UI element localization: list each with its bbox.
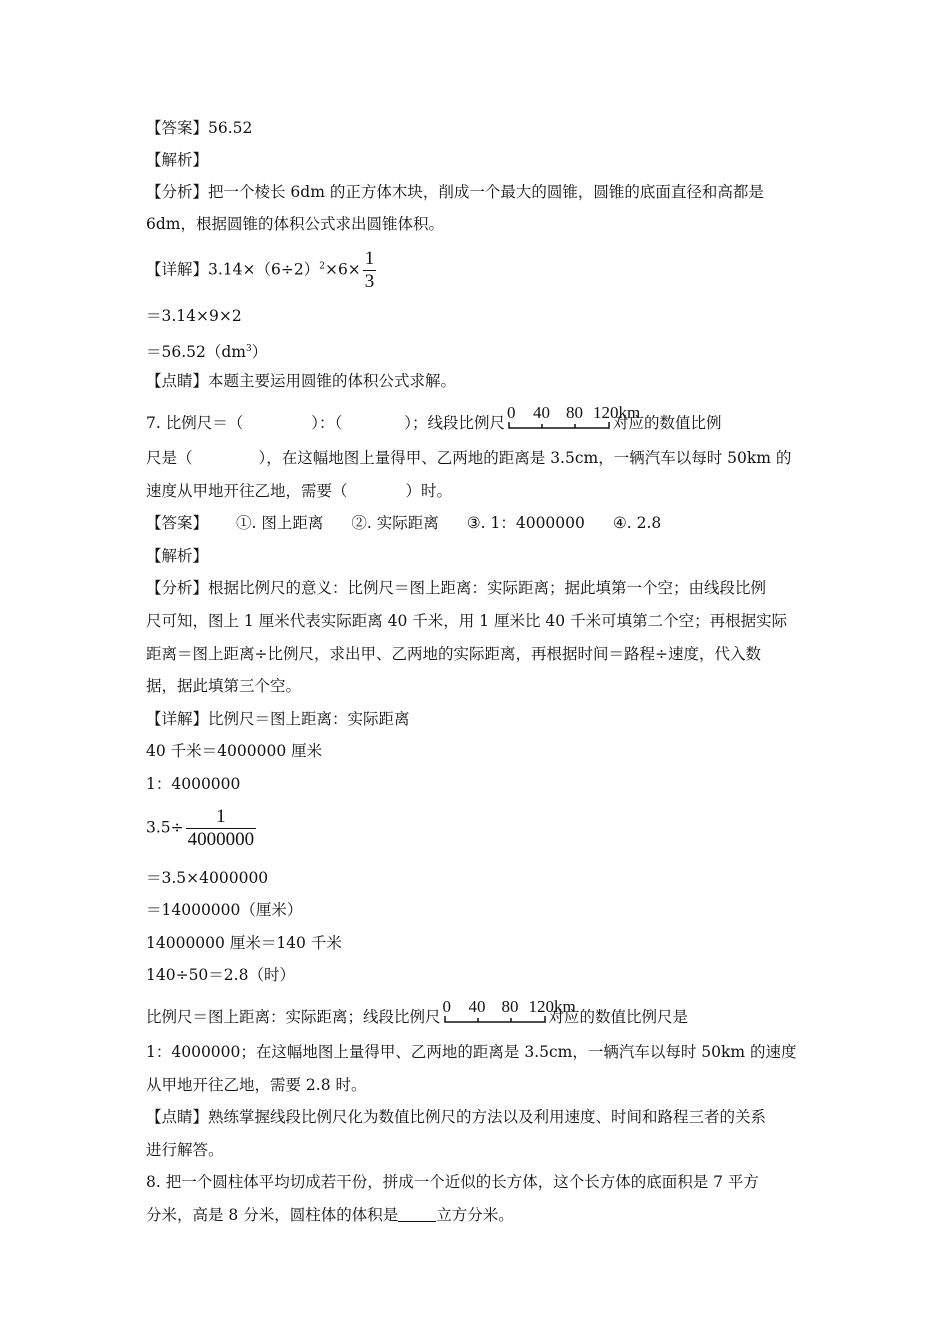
q7-answer-label: 【答案】 bbox=[146, 514, 209, 532]
q7-q3b: ）时。 bbox=[405, 482, 453, 500]
q7-q1c: ）；线段比例尺 bbox=[404, 414, 505, 432]
q6-answer: 【答案】56.52 bbox=[146, 119, 253, 137]
q7-step2: 1：4000000 bbox=[146, 775, 241, 793]
q8-line2-b: 立方分米。 bbox=[436, 1206, 514, 1224]
q6-step1: ＝3.14×9×2 bbox=[146, 307, 242, 325]
scale-label: 0 bbox=[507, 403, 516, 422]
q7-fraction-numerator: 1 bbox=[216, 806, 226, 827]
scale-label: 40 bbox=[533, 403, 550, 422]
q7-answer-item: ①. 图上距离 bbox=[236, 514, 324, 532]
q7-answer bbox=[146, 513, 661, 533]
q7-step5: ＝14000000（厘米） bbox=[146, 901, 303, 919]
q6-xiangjie bbox=[146, 248, 378, 293]
q7-answer-item: ③. 1：4000000 bbox=[466, 514, 585, 532]
q6-analysis-heading: 【解析】 bbox=[146, 151, 209, 169]
scale-label: 120km bbox=[528, 997, 576, 1016]
q7-analysis-heading: 【解析】 bbox=[146, 547, 209, 565]
q7-fraction-denominator: 4000000 bbox=[187, 829, 255, 850]
q7-summary-line2: 1：4000000；在这幅地图上量得甲、乙两地的距离是 3.5cm，一辆汽车以每时 50km 的速度 bbox=[146, 1043, 797, 1061]
q6-fenxi-line2: 6dm，根据圆锥的体积公式求出圆锥体积。 bbox=[146, 215, 444, 233]
q7-step1: 40 千米＝4000000 厘米 bbox=[146, 742, 323, 760]
q7-dianjing-line2: 进行解答。 bbox=[146, 1141, 224, 1159]
q7-question-line2 bbox=[146, 448, 791, 468]
q6-dianjing: 【点睛】本题主要运用圆锥的体积公式求解。 bbox=[146, 372, 457, 390]
scale-label: 40 bbox=[468, 997, 486, 1016]
q7-fenxi-line2: 尺可知，图上 1 厘米代表实际距离 40 千米，用 1 厘米比 40 千米可填第二个空；再根据实际 bbox=[146, 612, 788, 630]
q7-step4: ＝3.5×4000000 bbox=[146, 869, 269, 887]
q7-fraction bbox=[186, 806, 257, 851]
q6-fraction-numerator: 1 bbox=[364, 248, 375, 269]
q6-fraction-denominator: 3 bbox=[364, 271, 375, 292]
q7-q1b: ）：（ bbox=[311, 414, 343, 432]
q6-xiangjie-mid: ×6× bbox=[324, 260, 361, 279]
q6-fenxi-line1: 【分析】把一个棱长 6dm 的正方体木块，削成一个最大的圆锥，圆锥的底面直径和高都是 bbox=[146, 183, 764, 201]
q8-line2 bbox=[146, 1205, 514, 1225]
q7-step3-prefix: 3.5÷ bbox=[146, 818, 184, 837]
q7-fenxi-line1: 【分析】根据比例尺的意义：比例尺＝图上距离：实际距离；据此填第一个空；由线段比例 bbox=[146, 579, 767, 597]
q7-q3a: 速度从甲地开往乙地，需要（ bbox=[146, 482, 348, 500]
q7-question-line1 bbox=[146, 403, 722, 433]
q7-xiangjie: 【详解】比例尺＝图上距离：实际距离 bbox=[146, 710, 410, 728]
q8-line1: 8. 把一个圆柱体平均切成若干份，拼成一个近似的长方体，这个长方体的底面积是 7 平方 bbox=[146, 1173, 759, 1191]
q7-answer-item: ②. 实际距离 bbox=[351, 514, 439, 532]
q7-summary-line1 bbox=[146, 997, 689, 1027]
q7-q2b: ），在这幅地图上量得甲、乙两地的距离是 3.5cm，一辆汽车以每时 50km 的 bbox=[258, 449, 792, 467]
q7-answer-item: ④. 2.8 bbox=[612, 514, 662, 532]
scale-label: 80 bbox=[501, 997, 519, 1016]
q6-fraction bbox=[363, 248, 377, 293]
q7-q1d: 对应的数值比例 bbox=[613, 414, 722, 432]
line-scale-bar bbox=[507, 403, 641, 430]
q7-sum1a: 比例尺＝图上距离：实际距离；线段比例尺 bbox=[146, 1008, 441, 1026]
q7-step7: 140÷50＝2.8（时） bbox=[146, 966, 295, 984]
q7-sum1b: 对应的数值比例尺是 bbox=[548, 1008, 689, 1026]
line-scale-bar bbox=[442, 997, 576, 1024]
q6-step2-a: ＝56.52（dm bbox=[146, 343, 246, 361]
q7-fenxi-line4: 据，据此填第三个空。 bbox=[146, 677, 302, 695]
q7-q1a: 7. 比例尺＝（ bbox=[146, 414, 244, 432]
q8-line2-a: 分米，高是 8 分米，圆柱体的体积是 bbox=[146, 1206, 399, 1224]
q7-summary-line3: 从甲地开往乙地，需要 2.8 时。 bbox=[146, 1076, 367, 1094]
q7-question-line3 bbox=[146, 481, 452, 501]
q7-step6: 14000000 厘米＝140 千米 bbox=[146, 934, 342, 952]
q6-step2 bbox=[146, 339, 267, 362]
q7-step3 bbox=[146, 806, 258, 851]
scale-label: 120km bbox=[593, 403, 641, 422]
q7-q2a: 尺是（ bbox=[146, 449, 193, 467]
scale-label: 0 bbox=[442, 997, 452, 1016]
q6-step2-b: ） bbox=[251, 343, 268, 361]
q6-step2-exponent: 3 bbox=[246, 344, 252, 354]
q7-fenxi-line3: 距离＝图上距离÷比例尺，求出甲、乙两地的实际距离，再根据时间＝路程÷速度，代入数 bbox=[146, 645, 761, 663]
scale-label: 80 bbox=[566, 403, 583, 422]
q8-answer-blank bbox=[398, 1207, 436, 1222]
q7-dianjing-line1: 【点睛】熟练掌握线段比例尺化为数值比例尺的方法以及利用速度、时间和路程三者的关系 bbox=[146, 1108, 767, 1126]
q6-exponent: 2 bbox=[319, 261, 325, 272]
q6-xiangjie-prefix: 【详解】3.14×（6÷2） bbox=[146, 260, 320, 279]
